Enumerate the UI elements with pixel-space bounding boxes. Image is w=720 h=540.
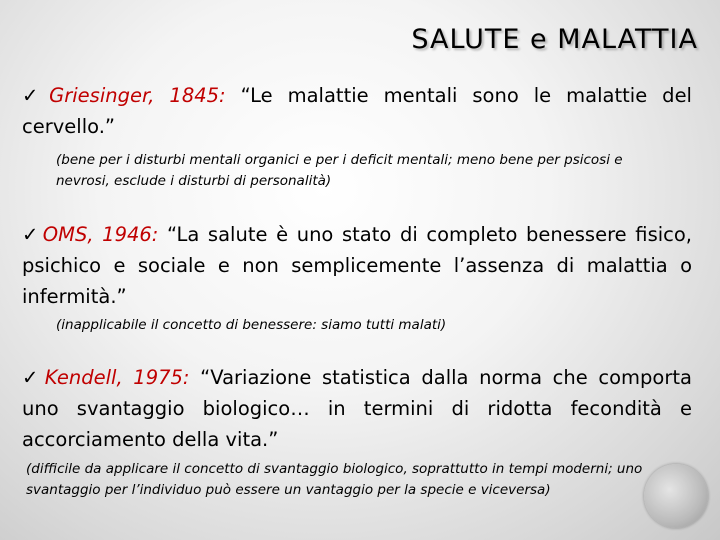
item-oms — [22, 219, 692, 312]
item-kendell — [22, 362, 692, 455]
check-icon: ✓ — [22, 366, 43, 389]
author-griesinger: Griesinger, 1845: — [49, 84, 226, 107]
author-kendell: Kendell, 1975: — [44, 366, 190, 389]
seal-icon — [644, 464, 708, 528]
author-oms: OMS, 1946: — [42, 223, 159, 246]
note-griesinger: (bene per i disturbi mentali organici e per i deficit mentali; meno bene per psicosi e nevrosi, esclude i disturbi di personalità) — [56, 152, 623, 189]
note-oms: (inapplicabile il concetto di benessere: siamo tutti malati) — [56, 317, 447, 333]
slide-title: SALUTE e MALATTIA — [411, 24, 698, 55]
quote-oms: “La salute è uno stato di completo benessere fisico, psichico e sociale e non semplicemente l’assenza di malattia o infermità.” — [22, 223, 692, 308]
item-griesinger — [22, 80, 692, 142]
check-icon: ✓ — [22, 84, 48, 107]
quote-griesinger: “Le malattie mentali sono le malattie del cervello.” — [22, 84, 692, 138]
note-kendell: (difficile da applicare il concetto di svantaggio biologico, soprattutto in tempi moderni; uno svantaggio per l’individuo può essere un vantaggio per la specie e viceversa) — [26, 461, 643, 498]
check-icon: ✓ — [22, 223, 41, 246]
quote-kendell: “Variazione statistica dalla norma che comporta uno svantaggio biologico… in termini di ridotta fecondità e accorciamento della vita.” — [22, 366, 692, 451]
